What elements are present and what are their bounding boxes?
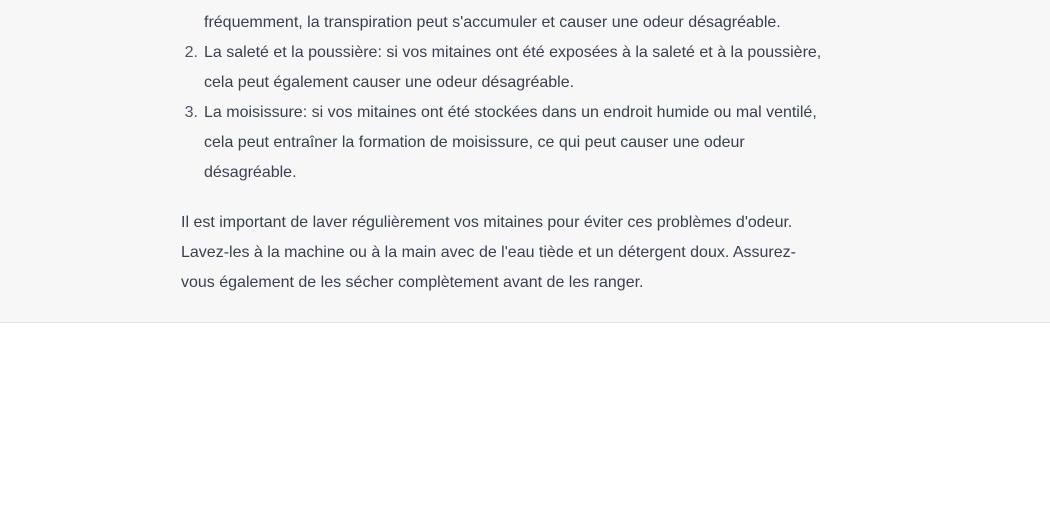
empty-chat-area [0, 323, 1050, 525]
list-item-line: désagréable. [204, 164, 297, 181]
list-item-number: 2. [184, 44, 198, 61]
paragraph-line: vous également de les sécher complètement avant de les ranger. [181, 274, 644, 291]
list-item-1-last-line: fréquemment, la transpiration peut s'accumuler et causer une odeur désagréable. [204, 14, 781, 31]
list-item-line: cela peut entraîner la formation de moisissure, ce qui peut causer une odeur [204, 134, 745, 151]
paragraph-line: Lavez-les à la machine ou à la main avec de l'eau tiède et un détergent doux. Assurez- [181, 244, 796, 261]
list-item-line: La moisissure: si vos mitaines ont été stockées dans un endroit humide ou mal ventilé, [204, 104, 817, 121]
list-item-line: cela peut également causer une odeur désagréable. [204, 74, 575, 91]
paragraph-line: Il est important de laver régulièrement vos mitaines pour éviter ces problèmes d'odeur. [181, 214, 793, 231]
list-item-line: La saleté et la poussière: si vos mitaines ont été exposées à la saleté et à la poussière, [204, 44, 822, 61]
list-item-number: 3. [184, 104, 198, 121]
